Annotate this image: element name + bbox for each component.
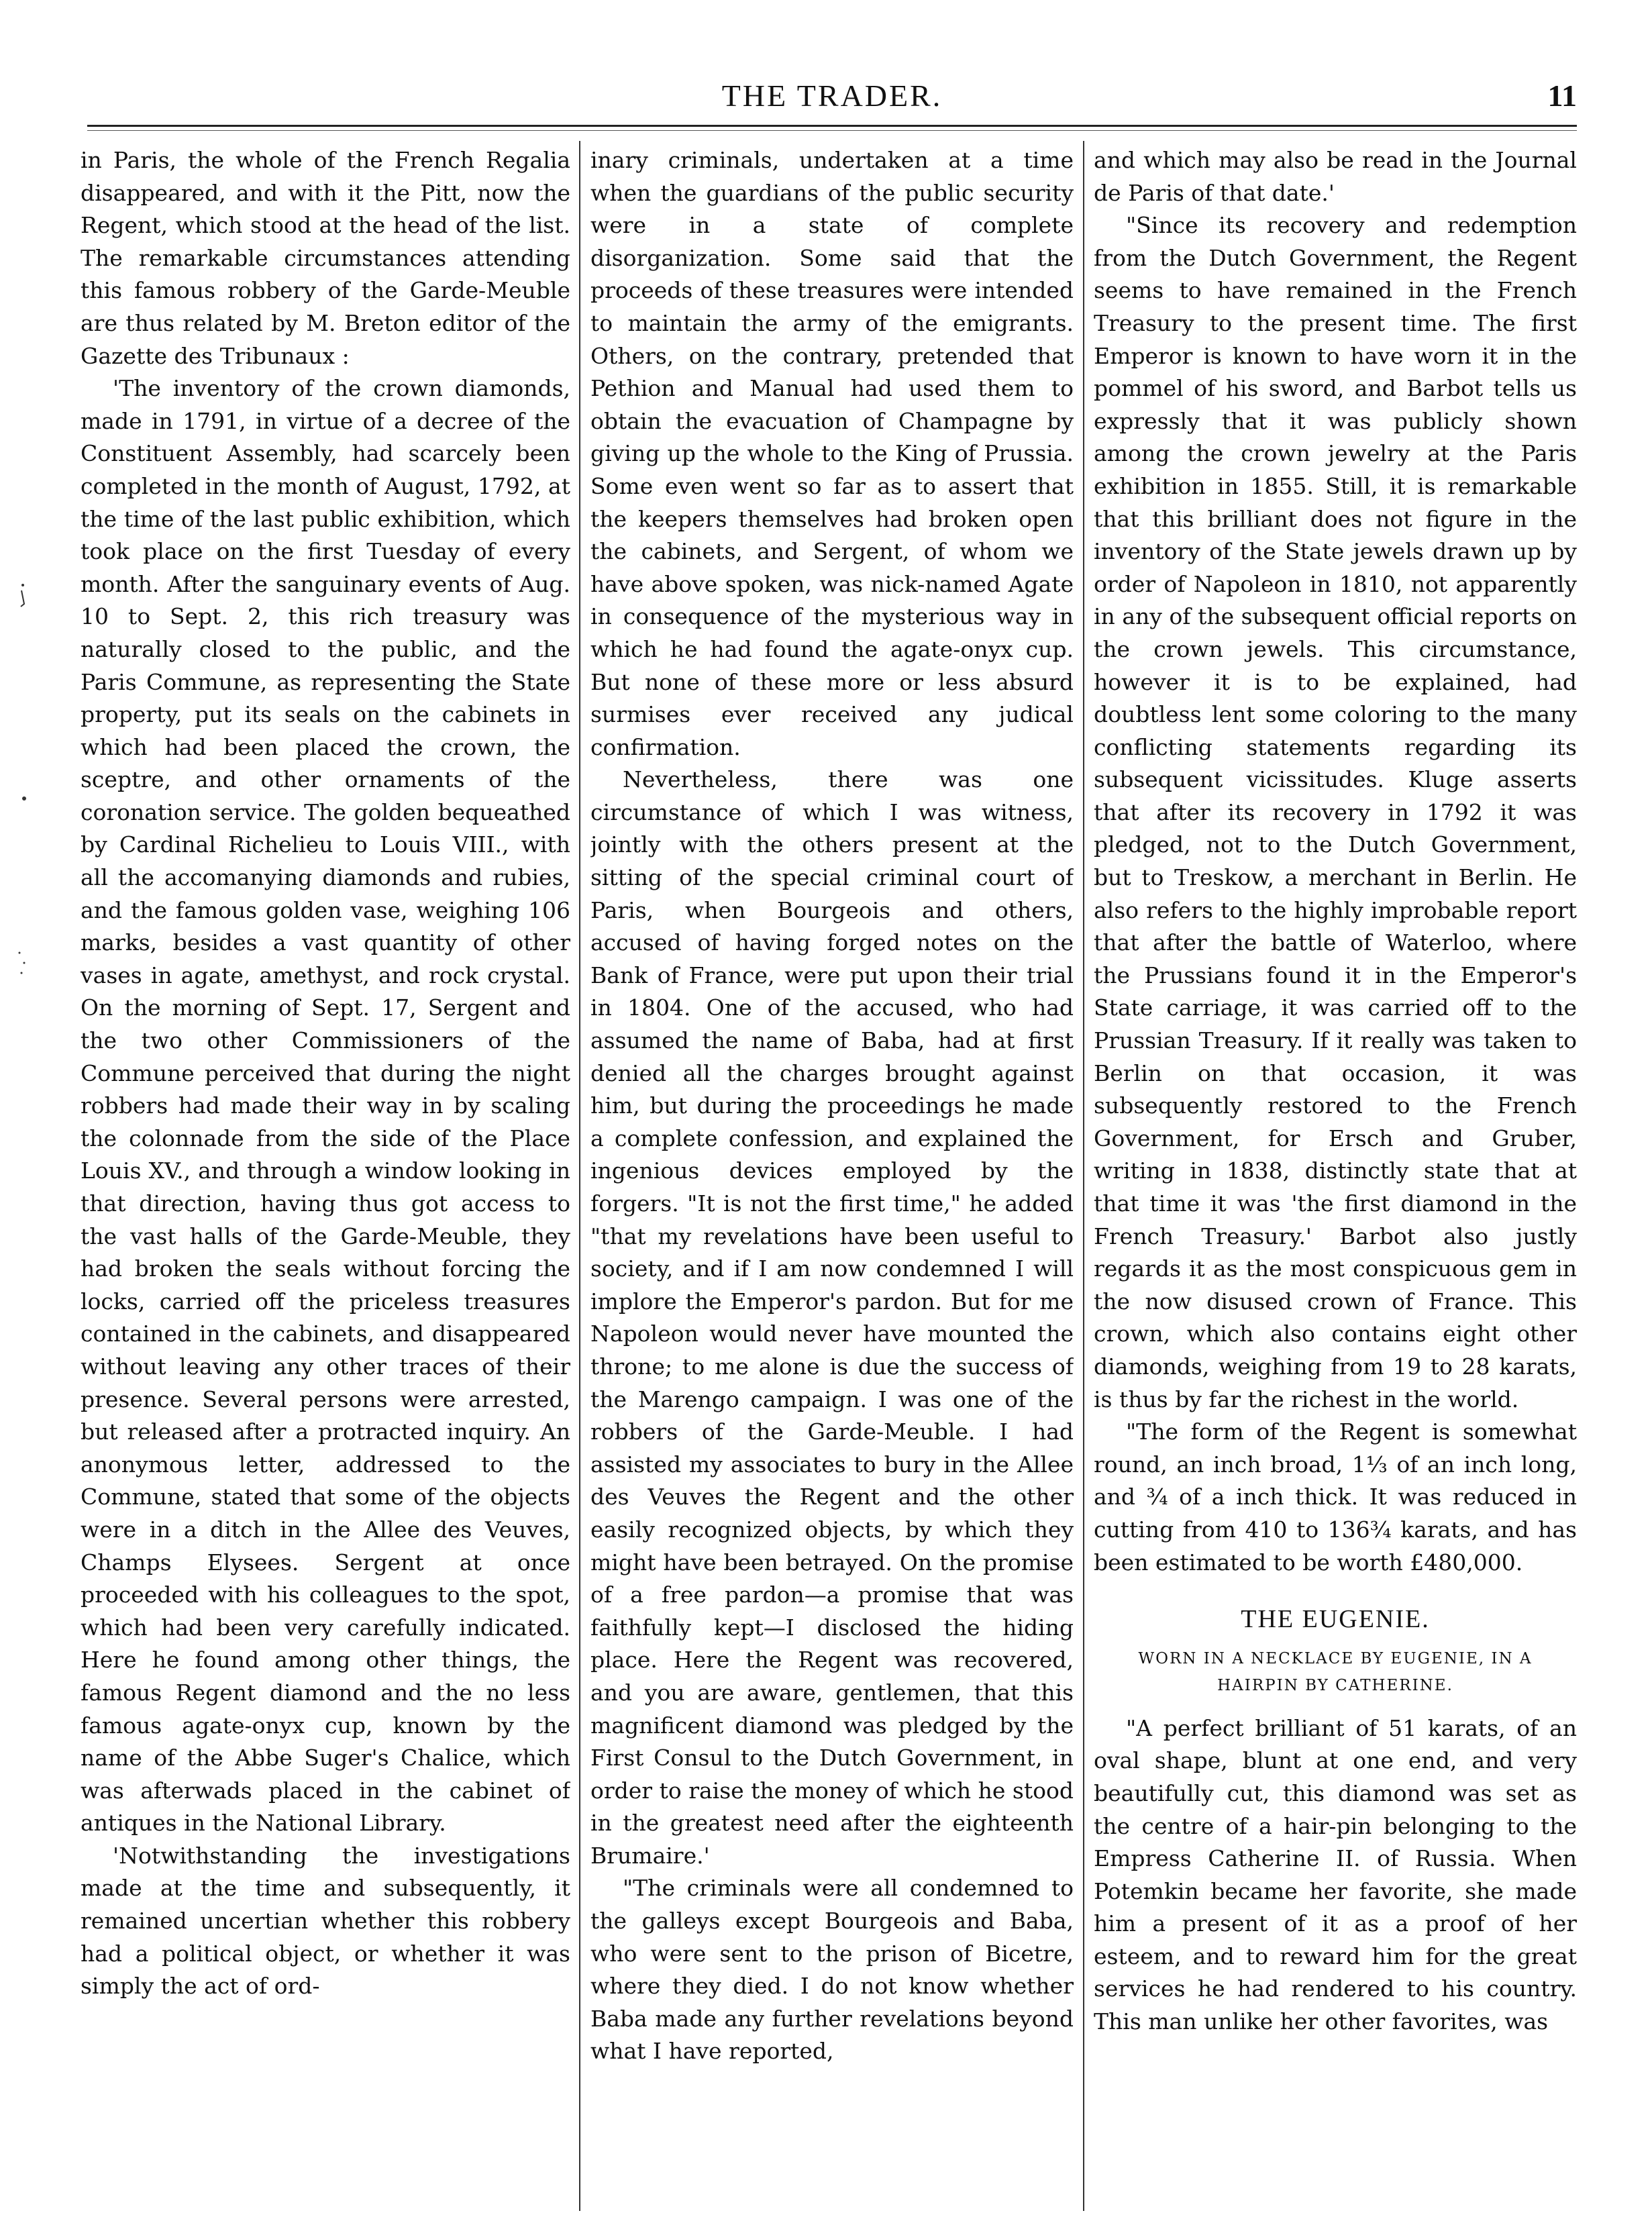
text-column-2 [590,144,1074,2208]
paragraph: "The criminals were all condemned to the galleys except Bourgeois and Baba, who were sent to the prison of Bicetre, where they died. I do not know whether Baba made any further revelations beyond what I have reported, [590,1875,1074,2065]
paragraph: "The form of the Regent is somewhat round, an inch broad, 1⅓ of an inch long, and ¾ of a inch thick. It was reduced in cutting from 410 to 136¾ karats, and has been estimated to be worth £480,000. [1094,1418,1577,1576]
paragraph: 'The inventory of the crown diamonds, made in 1791, in virtue of a decree of the Constituent Assembly, had scarcely been completed in the month of August, 1792, at the time of the last public exhibition, which took place on the first Tuesday of every month. After the sanguinary events of Aug. 10 to Sept. 2, this rich treasury was naturally closed to the public, and the Paris Commune, as representing the State property, put its seals on the cabinets in which had been placed the crown, the sceptre, and other ornaments of the coronation service. The golden bequeathed by Cardinal Richelieu to Louis VIII., with all the accomanying diamonds and rubies, and the famous golden vase, weighing 106 marks, besides a vast quantity of other vases in agate, amethyst, and rock crystal. On the morning of Sept. 17, Sergent and the two other Commissioners of the Commune perceived that during the night robbers had made their way in by scaling the colonnade from the side of the Place Louis XV., and through a window looking in that direction, having thus got access to the vast halls of the Garde-Meuble, they had broken the seals without forcing the locks, carried off the priceless treasures contained in the cabinets, and disappeared without leaving any other traces of their presence. Several persons were arrested, but released after a protracted inquiry. An anonymous letter, addressed to the Commune, stated that some of the objects were in a ditch in the Allee des Veuves, Champs Elysees. Sergent at once proceeded with his colleagues to the spot, which had been very carefully indicated. Here he found among other things, the famous Regent diamond and the no less famous agate-onyx cup, known by the name of the Abbe Suger's Chalice, which was afterwads placed in the cabinet of antiques in the National Library. [81,375,570,1837]
paragraph: 'Notwithstanding the investigations made at the time and subsequently, it remained uncertian whether this robbery had a political object, or whether it was simply the act of ord- [81,1842,570,2000]
header-rule [87,125,1577,127]
page-number: 11 [1547,79,1577,113]
paragraph: "A perfect brilliant of 51 karats, of an oval shape, blunt at one end, and very beautifully cut, this diamond was set as the centre of a hair-pin belonging to the Empress Catherine II. of Russia. When Potemkin became her favorite, she made him a present of it as a proof of her esteem, and to reward him for the great services he had rendered to his country. This man unlike her other favorites, was [1094,1714,1577,2035]
column-divider-2 [1083,141,1084,2211]
section-subtitle: WORN IN A NECKLACE BY EUGENIE, IN A HAIRPIN BY CATHERINE. [1138,1649,1533,1694]
paragraph: in Paris, the whole of the French Regalia disappeared, and with it the Pitt, now the Regent, which stood at the head of the list. The remarkable circumstances attending this famous robbery of the Garde-Meuble are thus related by M. Breton editor of the Gazette des Tribunaux : [81,147,570,369]
text-column-3 [1094,144,1577,2208]
header-rule-thin [87,130,1577,131]
column-divider-1 [579,141,580,2211]
paragraph: "Since its recovery and redemption from the Dutch Government, the Regent seems to have remained in the French Treasury to the present time. The first Emperor is known to have worn it in the pommel of his sword, and Barbot tells us expressly that it was publicly shown among the crown jewelry at the Paris exhibition in 1855. Still, it is remarkable that this brilliant does not figure in the inventory of the State jewels drawn up by order of Napoleon in 1810, not apparently in any of the subsequent official reports on the crown jewels. This circumstance, however it is to be explained, had doubtless lent some coloring to the many conflicting statements regarding its subsequent vicissitudes. Kluge asserts that after its recovery in 1792 it was pledged, not to the Dutch Government, but to Treskow, a merchant in Berlin. He also refers to the highly improbable report that after the battle of Waterloo, where the Prussians found it in the Emperor's State carriage, it was carried off to the Prussian Treasury. If it really was taken to Berlin on that occasion, it was subsequently restored to the French Government, for Ersch and Gruber, writing in 1838, distinctly state that at that time it was 'the first diamond in the French Treasury.' Barbot also justly regards it as the most conspicuous gem in the now disused crown of France. This crown, which also contains eight other diamonds, weighing from 19 to 28 karats, is thus by far the richest in the world. [1094,212,1577,1412]
paragraph: and which may also be read in the Journal de Paris of that date.' [1094,147,1577,206]
paragraph: inary criminals, undertaken at a time when the guardians of the public security were in a state of complete disorganization. Some said that the proceeds of these treasures were intended to maintain the army of the emigrants. Others, on the contrary, pretended that Pethion and Manual had used them to obtain the evacuation of Champagne by giving up the whole to the King of Prussia. Some even went so far as to assert that the keepers themselves had broken open the cabinets, and Sergent, of whom we have above spoken, was nick-named Agate in consequence of the mysterious way in which he had found the agate-onyx cup. But none of these more or less absurd surmises ever received any judical confirmation. [590,147,1074,760]
page-header [87,72,1577,133]
margin-specks [9,577,36,980]
running-title: THE TRADER. [721,79,943,113]
paragraph: Nevertheless, there was one circumstance of which I was witness, jointly with the others present at the sitting of the special criminal court of Paris, when Bourgeois and others, accused of having forged notes on the Bank of France, were put upon their trial in 1804. One of the accused, who had assumed the name of Baba, had at first denied all the charges brought against him, but during the proceedings he made a complete confession, and explained the ingenious devices employed by the forgers. "It is not the first time," he added "that my revelations have been useful to society, and if I am now condemned I will implore the Emperor's pardon. But for me Napoleon would never have mounted the throne; to me alone is due the success of the Marengo campaign. I was one of the robbers of the Garde-Meuble. I had assisted my associates to bury in the Allee des Veuves the Regent and the other easily recognized objects, by which they might have been betrayed. On the promise of a free pardon—a promise that was faithfully kept—I disclosed the hiding place. Here the Regent was recovered, and you are aware, gentlemen, that this magnificent diamond was pledged by the First Consul to the Dutch Government, in order to raise the money of which he stood in the greatest need after the eighteenth Brumaire.' [590,766,1074,1869]
section-title: THE EUGENIE. [1241,1605,1430,1634]
text-column-1 [81,144,570,2208]
